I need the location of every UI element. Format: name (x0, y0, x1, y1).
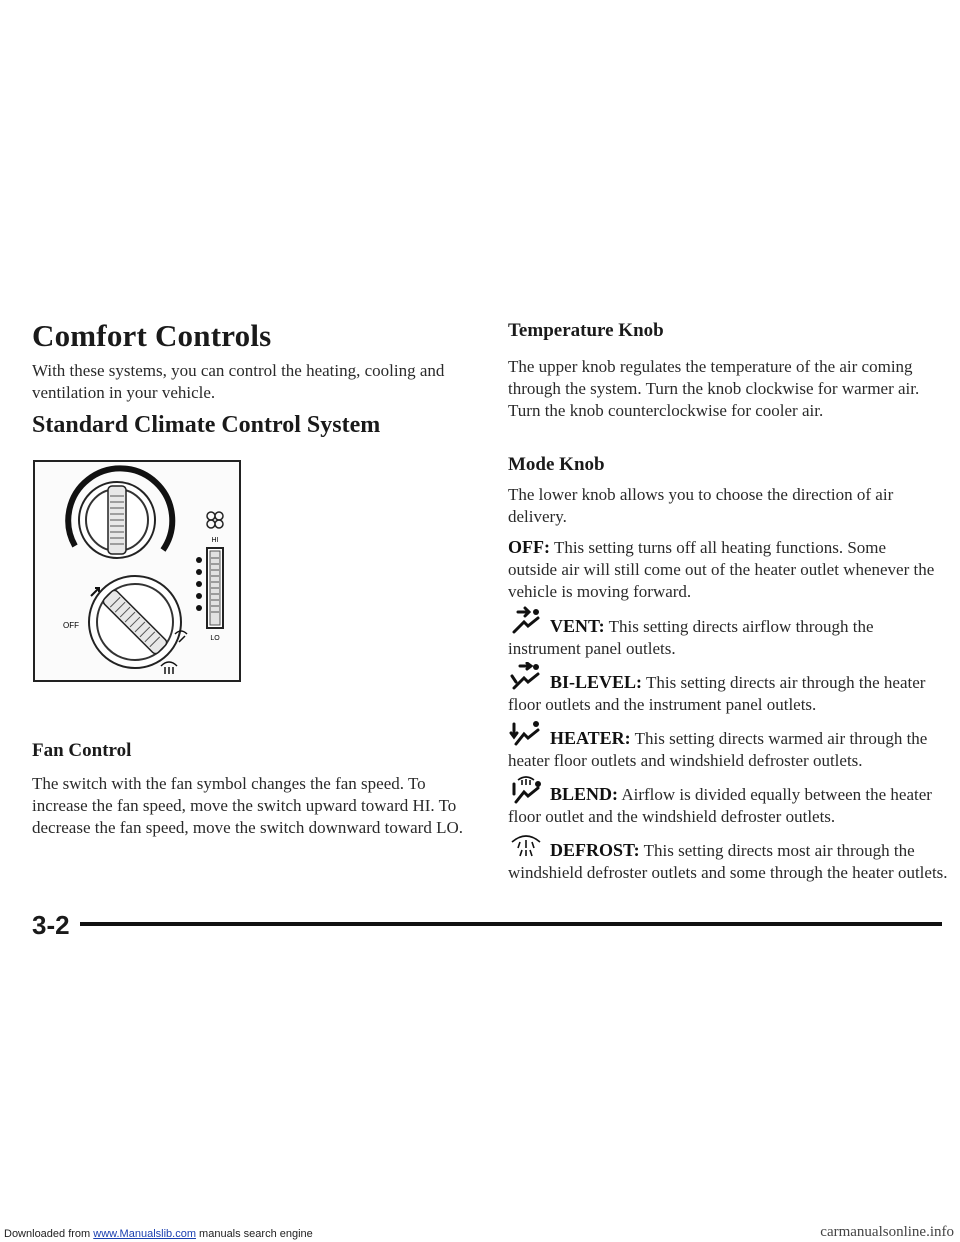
blend-icon (508, 774, 544, 804)
bi-level-text: This setting directs air through the heater floor outlets and the instrument panel outlets. (508, 673, 926, 714)
temperature-knob-heading: Temperature Knob (508, 320, 664, 341)
mode-knob-paragraph: The lower knob allows you to choose the direction of air delivery. (508, 485, 894, 526)
off-setting-label: OFF: (508, 537, 550, 557)
footer-rule (80, 922, 942, 926)
page-title: Comfort Controls (32, 318, 272, 353)
climate-control-illustration (35, 462, 239, 680)
page-number: 3-2 (32, 910, 70, 940)
defrost-setting (508, 830, 948, 884)
watermark: carmanualsonline.info (820, 1224, 954, 1240)
fan-icon (207, 512, 223, 528)
manualslib-link[interactable]: www.Manualslib.com (93, 1228, 196, 1240)
fan-control-heading: Fan Control (32, 740, 132, 761)
mode-knob-heading: Mode Knob (508, 454, 605, 475)
fan-speed-switch[interactable] (207, 548, 223, 628)
lo-label: LO (210, 635, 220, 642)
vent-setting (508, 606, 948, 660)
off-setting-text: This setting turns off all heating functions. Some outside air will still come out of the heater outlet whenever the vehicle is moving forward. (508, 538, 935, 601)
bi-level-setting (508, 662, 948, 716)
defrost-label: DEFROST: (550, 840, 640, 860)
vent-text: This setting directs airflow through the instrument panel outlets. (508, 617, 874, 658)
heater-setting (508, 718, 948, 772)
heater-text: This setting directs warmed air through the heater floor outlets and windshield defroster outlets. (508, 729, 928, 770)
blend-text: Airflow is divided equally between the heater floor outlet and the windshield defroster outlets. (508, 785, 932, 826)
defrost-symbol-icon (161, 662, 177, 674)
download-footer (0, 1224, 960, 1242)
blend-label: BLEND: (550, 784, 619, 804)
temperature-knob-grip (108, 486, 126, 554)
off-setting-paragraph (508, 536, 938, 603)
climate-control-panel-figure (33, 460, 241, 682)
defrost-text: This setting directs most air through the windshield defroster outlets and some through the heater outlets. (508, 841, 948, 882)
bi-level-label: BI-LEVEL: (550, 672, 643, 692)
footer-source: Downloaded from www.Manualslib.com manuals search engine (4, 1228, 313, 1240)
section-title: Standard Climate Control System (32, 412, 381, 438)
vent-icon (508, 606, 544, 636)
temperature-knob-paragraph: The upper knob regulates the temperature of the air coming through the system. Turn the knob clockwise for warmer air. Turn the knob counterclockwise for cooler air. (508, 357, 920, 420)
bi-level-icon (508, 662, 544, 692)
heater-label: HEATER: (550, 728, 631, 748)
blend-setting (508, 774, 948, 828)
fan-speed-dots (196, 557, 202, 611)
heater-icon (508, 718, 544, 748)
defrost-icon (508, 830, 544, 860)
intro-paragraph: With these systems, you can control the heating, cooling and ventilation in your vehicle. (32, 361, 445, 402)
off-label: OFF (63, 621, 79, 630)
vent-label: VENT: (550, 616, 605, 636)
fan-control-paragraph: The switch with the fan symbol changes the fan speed. To increase the fan speed, move the switch upward toward HI. To decrease the fan speed, move the switch downward toward LO. (32, 774, 463, 837)
hi-label: HI (211, 537, 219, 544)
